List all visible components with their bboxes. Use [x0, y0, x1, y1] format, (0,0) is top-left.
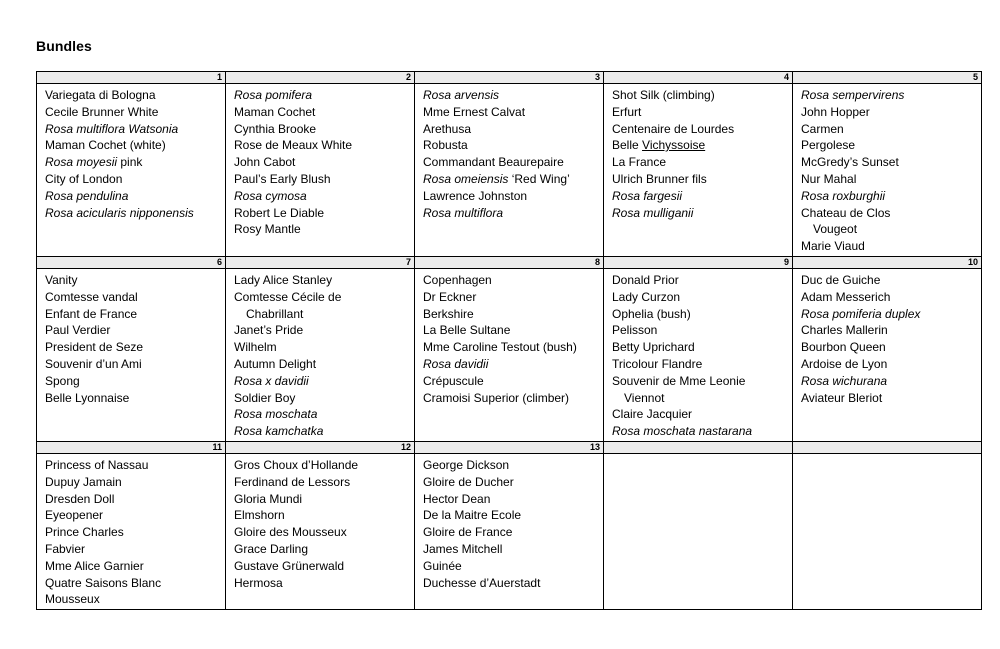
- rose-entry: Chabrillant: [246, 306, 304, 321]
- rose-entry: George Dickson: [423, 457, 510, 472]
- rose-entry: Cramoisi Superior (climber): [423, 390, 570, 405]
- bundle-cell: [37, 268, 226, 441]
- rose-entry: Prince Charles: [45, 525, 124, 540]
- rose-entry: Rosa davidii: [423, 356, 489, 371]
- rose-entry: Tricolour Flandre: [612, 356, 703, 371]
- rose-entry: Aviateur Bleriot: [801, 390, 883, 405]
- rose-entry: Rosa x davidii: [234, 373, 309, 388]
- bundle-cell: [793, 268, 982, 441]
- rose-entry: Hector Dean: [423, 491, 491, 506]
- rose-entry: Viennot: [624, 390, 665, 405]
- rose-entry: Grace Darling: [234, 541, 309, 556]
- bundle-number-row: [37, 441, 982, 453]
- rose-entry: Pelisson: [612, 323, 658, 338]
- rose-entry-part: ‘Red Wing’: [508, 171, 570, 186]
- rose-entry: Souvenir de Mme Leonie: [612, 373, 746, 388]
- rose-entry: John Hopper: [801, 104, 870, 119]
- rose-entry: Enfant de France: [45, 306, 138, 321]
- bundle-cell: [37, 453, 226, 609]
- rose-entry: [612, 137, 788, 154]
- bundle-number: [793, 441, 982, 453]
- rose-entry: Rosa moschata nastarana: [612, 424, 753, 439]
- bundle-cell: [226, 453, 415, 609]
- rose-entry: Robert Le Diable: [234, 205, 325, 220]
- rose-entry: Variegata di Bologna: [45, 88, 156, 102]
- rose-entry: [45, 154, 221, 171]
- rose-entry: Lady Curzon: [612, 289, 681, 304]
- rose-entry: Gros Choux d’Hollande: [234, 457, 359, 472]
- rose-entry: Gloria Mundi: [234, 491, 303, 506]
- rose-entry: Marie Viaud: [801, 239, 865, 254]
- bundle-cell: [793, 84, 982, 257]
- rose-entry: Charles Mallerin: [801, 323, 888, 338]
- rose-entry: Berkshire: [423, 306, 474, 321]
- rose-entry: Lawrence Johnston: [423, 188, 528, 203]
- rose-entry: President de Seze: [45, 340, 144, 355]
- rose-entry: James Mitchell: [423, 541, 503, 556]
- rose-entry: Lady Alice Stanley: [234, 272, 333, 287]
- rose-entry: Crépuscule: [423, 373, 484, 388]
- bundle-number: 2: [226, 72, 415, 84]
- rose-entry: Rosa fargesii: [612, 188, 683, 203]
- bundle-number: 9: [604, 256, 793, 268]
- rose-entry: Rose de Meaux White: [234, 138, 353, 153]
- rose-entry: De la Maitre Ecole: [423, 508, 522, 523]
- rose-entry: Quatre Saisons Blanc: [45, 575, 162, 590]
- bundle-cell: [604, 84, 793, 257]
- rose-entry: Maman Cochet: [234, 104, 316, 119]
- bundles-table: [36, 71, 982, 610]
- bundle-cell: [226, 268, 415, 441]
- bundle-list-row: [37, 453, 982, 609]
- rose-entry: Duc de Guiche: [801, 272, 881, 287]
- rose-entry: Cynthia Brooke: [234, 121, 317, 136]
- bundle-number: 1: [37, 72, 226, 84]
- rose-entry: Commandant Beaurepaire: [423, 155, 564, 170]
- rose-entry: Comtesse vandal: [45, 289, 138, 304]
- rose-entry: Rosa moschata: [234, 407, 318, 422]
- rose-entry: Mme Alice Garnier: [45, 558, 144, 573]
- rose-entry: Donald Prior: [612, 272, 679, 287]
- rose-entry: Bourbon Queen: [801, 340, 886, 355]
- rose-entry-part: Rosa omeiensis: [423, 171, 509, 186]
- rose-entry: Pergolese: [801, 138, 856, 153]
- rose-entry: Maman Cochet (white): [45, 138, 166, 153]
- rose-entry: Spong: [45, 373, 80, 388]
- rose-entry: Carmen: [801, 121, 844, 136]
- rose-entry: Mousseux: [45, 592, 100, 607]
- rose-entry: Guinée: [423, 558, 462, 573]
- bundle-cell: [226, 84, 415, 257]
- rose-entry: La France: [612, 155, 667, 170]
- rose-entry: Claire Jacquier: [612, 407, 693, 422]
- bundle-list-row: [37, 268, 982, 441]
- rose-entry: Comtesse Cécile de: [234, 289, 342, 304]
- rose-entry: Rosa pomiferia duplex: [801, 306, 921, 321]
- rose-entry-part: Vichyssoise: [642, 138, 706, 153]
- rose-entry: Gustave Grünerwald: [234, 558, 345, 573]
- bundle-cell: [415, 453, 604, 609]
- rose-entry: City of London: [45, 171, 123, 186]
- bundle-cell: [37, 84, 226, 257]
- rose-entry: McGredy’s Sunset: [801, 155, 899, 170]
- rose-entry: Gloire de France: [423, 525, 513, 540]
- rose-entry: Arethusa: [423, 121, 472, 136]
- rose-entry: Janet’s Pride: [234, 323, 304, 338]
- rose-entry: Paul Verdier: [45, 323, 111, 338]
- rose-entry: Ophelia (bush): [612, 306, 691, 321]
- rose-entry: Hermosa: [234, 575, 283, 590]
- rose-entry: Cecile Brunner White: [45, 104, 159, 119]
- rose-entry: Gloire des Mousseux: [234, 525, 347, 540]
- rose-entry: Rosa arvensis: [423, 88, 500, 102]
- rose-entry: Shot Silk (climbing): [612, 88, 715, 102]
- bundle-number: 12: [226, 441, 415, 453]
- rose-entry: Fabvier: [45, 541, 86, 556]
- rose-entry: Wilhelm: [234, 340, 277, 355]
- bundle-number: 6: [37, 256, 226, 268]
- rose-entry: Princess of Nassau: [45, 457, 149, 472]
- page-title: Bundles: [36, 38, 92, 54]
- bundle-number-row: [37, 72, 982, 84]
- bundle-cell: [415, 268, 604, 441]
- rose-entry-part: pink: [117, 155, 143, 170]
- rose-entry: Betty Uprichard: [612, 340, 695, 355]
- rose-entry: Rosa roxburghii: [801, 188, 886, 203]
- rose-entry: Adam Messerich: [801, 289, 891, 304]
- rose-entry: Rosa wichurana: [801, 373, 888, 388]
- rose-entry: Dupuy Jamain: [45, 474, 122, 489]
- rose-entry: Eyeopener: [45, 508, 104, 523]
- rose-entry: Rosa multiflora: [423, 205, 504, 220]
- rose-entry: Autumn Delight: [234, 356, 317, 371]
- bundle-number: 13: [415, 441, 604, 453]
- rose-entry: Rosa multiflora Watsonia: [45, 121, 179, 136]
- rose-entry: Mme Ernest Calvat: [423, 104, 526, 119]
- bundle-cell: [604, 453, 793, 609]
- rose-entry: Copenhagen: [423, 272, 492, 287]
- rose-entry: Elmshorn: [234, 508, 285, 523]
- rose-entry: Erfurt: [612, 104, 642, 119]
- rose-entry: Rosa pomifera: [234, 88, 313, 102]
- rose-entry: Dr Eckner: [423, 289, 477, 304]
- rose-entry: Rosa acicularis nipponensis: [45, 205, 194, 220]
- rose-entry: Rosa pendulina: [45, 188, 129, 203]
- bundle-number: 7: [226, 256, 415, 268]
- rose-entry: [423, 171, 599, 188]
- bundle-list-row: [37, 84, 982, 257]
- rose-entry: Chateau de Clos: [801, 205, 891, 220]
- bundle-cell: [604, 268, 793, 441]
- rose-entry: Nur Mahal: [801, 171, 857, 186]
- rose-entry: Duchesse d’Auerstadt: [423, 575, 541, 590]
- rose-entry: Belle Lyonnaise: [45, 390, 130, 405]
- rose-entry: Robusta: [423, 138, 468, 153]
- rose-entry: La Belle Sultane: [423, 323, 511, 338]
- bundle-number-row: [37, 256, 982, 268]
- rose-entry: Centenaire de Lourdes: [612, 121, 735, 136]
- rose-entry-part: Belle: [612, 138, 643, 153]
- rose-entry: Ardoise de Lyon: [801, 356, 888, 371]
- rose-entry: Vougeot: [813, 222, 858, 237]
- rose-entry: Ferdinand de Lessors: [234, 474, 351, 489]
- rose-entry: Souvenir d’un Ami: [45, 356, 142, 371]
- bundle-number: 10: [793, 256, 982, 268]
- bundle-number: 4: [604, 72, 793, 84]
- rose-entry: Vanity: [45, 272, 78, 287]
- rose-entry: John Cabot: [234, 155, 296, 170]
- bundle-cell: [415, 84, 604, 257]
- rose-entry: Rosa sempervirens: [801, 88, 905, 102]
- rose-entry: Rosa kamchatka: [234, 424, 324, 439]
- rose-entry: Ulrich Brunner fils: [612, 171, 707, 186]
- bundle-cell: [793, 453, 982, 609]
- rose-entry: Rosy Mantle: [234, 222, 301, 237]
- bundle-number: 3: [415, 72, 604, 84]
- bundle-number: [604, 441, 793, 453]
- rose-entry: Soldier Boy: [234, 390, 296, 405]
- bundle-number: 5: [793, 72, 982, 84]
- bundle-number: 8: [415, 256, 604, 268]
- rose-entry: Dresden Doll: [45, 491, 115, 506]
- rose-entry-part: Rosa moyesii: [45, 155, 118, 170]
- bundle-number: 11: [37, 441, 226, 453]
- rose-entry: Rosa cymosa: [234, 188, 307, 203]
- rose-entry: Rosa mulliganii: [612, 205, 694, 220]
- rose-entry: Gloire de Ducher: [423, 474, 514, 489]
- rose-entry: Mme Caroline Testout (bush): [423, 340, 577, 355]
- rose-entry: Paul’s Early Blush: [234, 171, 331, 186]
